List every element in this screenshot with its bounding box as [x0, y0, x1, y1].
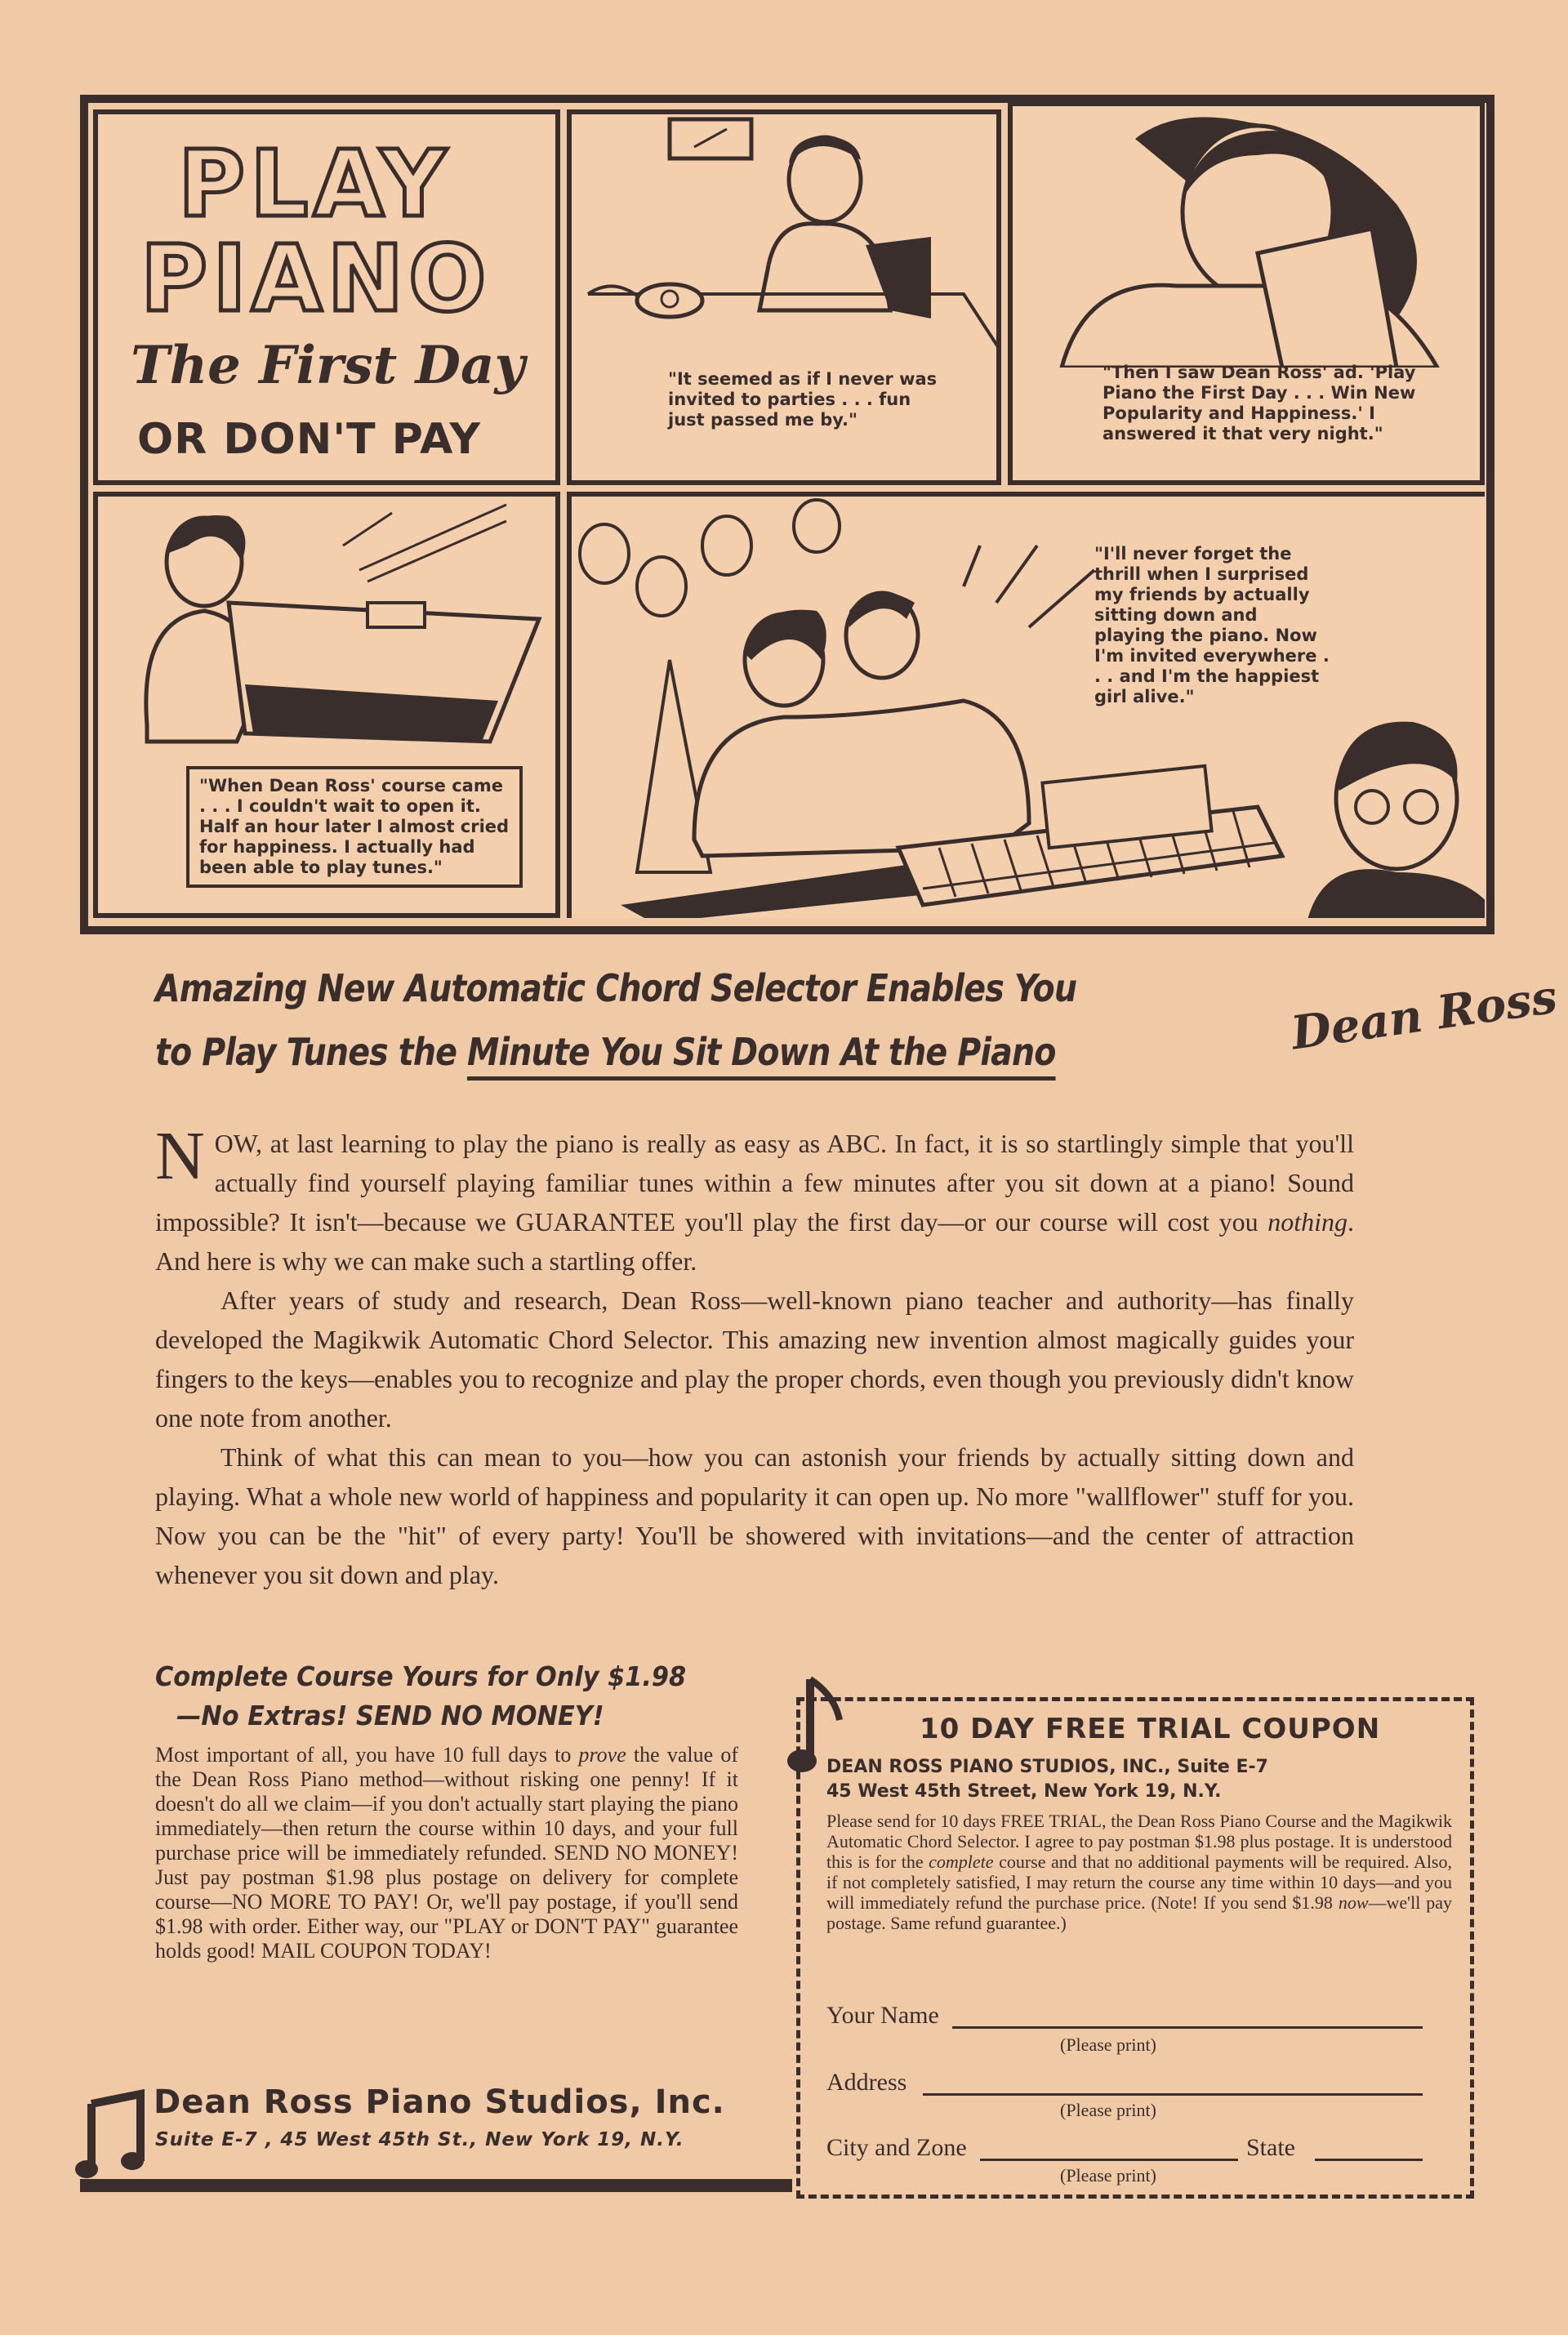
title-piano: PIANO	[140, 226, 492, 332]
party-piano-illustration	[572, 497, 1485, 918]
body-paragraph-2: After years of study and research, Dean Ross—well-known piano teacher and authority—has finally developed the Magikwik Automatic Chord Selector. This amazing new invention almost magically guides your fingers to the keys—enables you to recognize and play the proper chords, even though you previously didn't know one note from another.	[155, 1286, 1354, 1433]
drop-cap: N	[155, 1118, 205, 1194]
lonely-girl-illustration	[572, 114, 1001, 359]
p1-italic: nothing	[1267, 1207, 1348, 1237]
panel5-caption: "I'll never forget the thrill when I surprised my friends by actually sitting down and playing the piano. Now I'm invited everywhere . . . and I'm the happiest girl alive."	[1094, 544, 1330, 706]
state-input-line[interactable]	[1315, 2159, 1423, 2161]
offer-heading-2: —No Extras! SEND NO MONEY!	[176, 1700, 604, 1731]
title-first-day: The First Day	[131, 335, 525, 396]
body-paragraph-3: Think of what this can mean to you—how you can astonish your friends by actually sitting down and playing. What a whole new world of happiness and popularity it can open up. No more "wallflower" stuff for you. Now you can be the "hit" of every party! You'll be showered with invitations—and the center of attraction whenever you sit down and play.	[155, 1442, 1354, 1589]
comic-panel-title	[93, 109, 560, 485]
comic-panel-lonely	[567, 109, 1001, 485]
comic-panel-course	[93, 492, 560, 918]
name-label: Your Name	[826, 2002, 939, 2029]
company-address: Suite E-7 , 45 West 45th St., New York 19, N.Y.	[155, 2129, 684, 2150]
comic-panel-party	[567, 492, 1485, 918]
state-label: State	[1246, 2134, 1295, 2161]
p1-text: OW, at last learning to play the piano is really as easy as ABC. In fact, it is so startlingly simple that you'll actually find yourself playing familiar tunes within a few minutes after you sit down at a piano! Sound impossible? It isn't—because we GUARANTEE you'll play the first day—or our course will cost you	[155, 1129, 1354, 1237]
offer-heading-1: Complete Course Yours for Only $1.98	[155, 1660, 687, 1692]
coupon-text	[826, 1811, 1452, 1933]
music-note-icon	[75, 2088, 149, 2186]
coupon-text-a: Please send for 10 days FREE TRIAL, the Dean Ross Piano Course and the Magikwik Automatic Chord Selector. I agree to pay postman $1.98 plus postage. It is understood this is for the	[826, 1811, 1452, 1872]
address-print-hint: (Please print)	[1060, 2100, 1156, 2120]
panel4-caption: "When Dean Ross' course came . . . I couldn't wait to open it. Half an hour later I almost cried for happiness. I actually had been able to play tunes."	[186, 766, 523, 888]
panel2-caption: "It seemed as if I never was invited to parties . . . fun just passed me by."	[668, 369, 938, 430]
company-name: Dean Ross Piano Studios, Inc.	[154, 2083, 725, 2121]
comic-panel-ad	[1008, 101, 1485, 485]
city-print-hint: (Please print)	[1060, 2165, 1156, 2186]
coupon-text-italic-2: now	[1338, 1892, 1369, 1913]
headline-line2-underlined: Minute You Sit Down At the Piano	[467, 1030, 1056, 1074]
body-copy	[155, 1118, 1354, 1594]
address-label: Address	[826, 2069, 907, 2096]
panel3-caption: "Then I saw Dean Ross' ad. 'Play Piano the First Day . . . Win New Popularity and Happiness.' I answered it that very night."	[1102, 363, 1416, 443]
coupon-text-b: course and that no additional payments will be required. Also, if not completely satisfied, I may return the course any time within 10 days—and you will immediately refund the purchase price. (Note! If you send $1.98	[826, 1852, 1452, 1913]
coupon-title: 10 DAY FREE TRIAL COUPON	[920, 1713, 1381, 1745]
name-input-line[interactable]	[952, 2026, 1423, 2029]
name-print-hint: (Please print)	[1060, 2034, 1156, 2055]
city-input-line[interactable]	[980, 2159, 1238, 2161]
dean-ross-signature: Dean Ross	[1288, 969, 1561, 1061]
headline-line2	[155, 1021, 1056, 1083]
headline-line2-prefix: to Play Tunes the	[155, 1030, 468, 1074]
bottom-rule	[80, 2179, 792, 2192]
address-input-line[interactable]	[923, 2093, 1423, 2096]
p1-end: . And here is why we can make such a startling offer.	[155, 1207, 1354, 1276]
offer-text	[155, 1743, 738, 1963]
reading-girl-illustration	[1013, 106, 1485, 368]
offer-text-a: Most important of all, you have 10 full days to	[155, 1743, 579, 1767]
body-paragraph-1	[155, 1118, 1354, 1281]
coupon-address: 45 West 45th Street, New York 19, N.Y.	[826, 1781, 1222, 1802]
coupon-text-italic: complete	[929, 1852, 994, 1872]
offer-text-b: the value of the Dean Ross Piano method—without risking one penny! If it doesn't do all we claim—if you don't actually start playing the piano immediately—then return the course within 10 days, and your full purchase price will be immediately refunded. SEND NO MONEY! Just pay postman $1.98 plus postage on delivery for complete course—NO MORE TO PAY! Or, we'll pay postage, if you'll send $1.98 with order. Either way, our "PLAY or DON'T PAY" guarantee holds good! MAIL COUPON TODAY!	[155, 1743, 738, 1963]
headline-line1: Amazing New Automatic Chord Selector Enables You	[155, 966, 1077, 1010]
coupon-company: DEAN ROSS PIANO STUDIOS, INC., Suite E-7	[826, 1757, 1268, 1777]
offer-text-italic: prove	[578, 1743, 626, 1767]
title-play: PLAY	[178, 131, 452, 238]
coupon-text-c: —we'll pay postage. Same refund guarantee.)	[826, 1892, 1453, 1933]
title-dont-pay: OR DON'T PAY	[137, 415, 481, 464]
city-label: City and Zone	[826, 2134, 967, 2161]
free-trial-coupon[interactable]	[796, 1697, 1474, 2199]
